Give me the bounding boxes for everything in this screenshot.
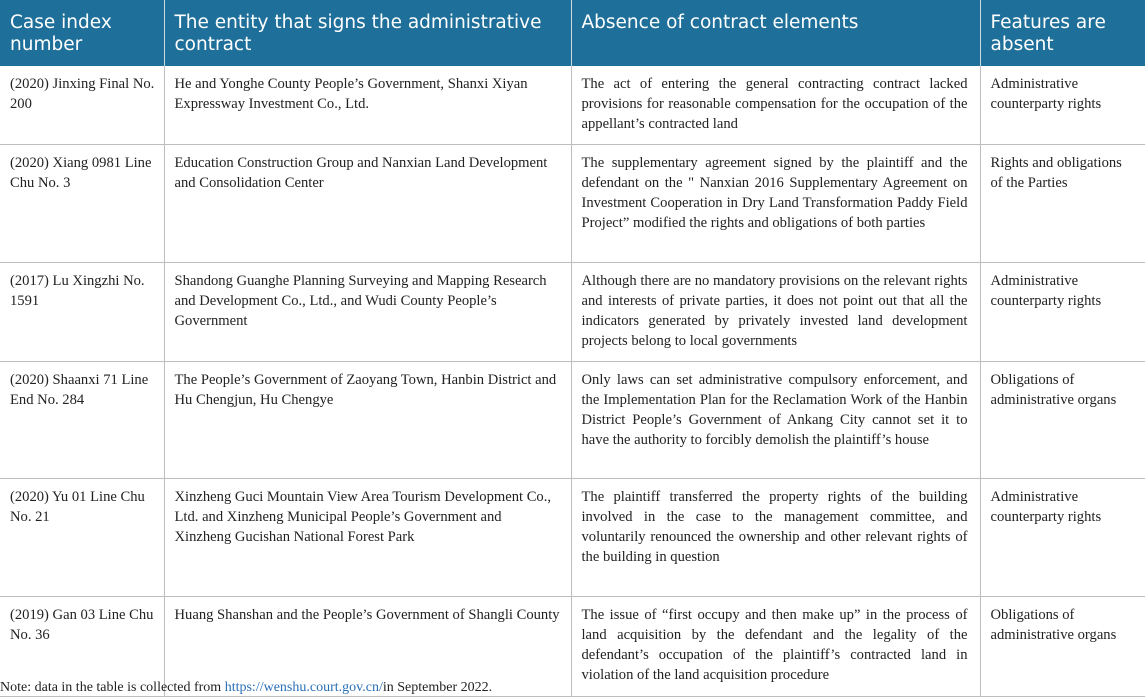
table-row <box>0 362 1145 479</box>
cell-absent-feature: Administrative counterparty rights <box>980 66 1145 145</box>
cell-absent-feature: Obligations of administrative organs <box>980 597 1145 697</box>
cell-absent-feature: Administrative counterparty rights <box>980 263 1145 362</box>
cell-signing-entity: Xinzheng Guci Mountain View Area Tourism Development Co., Ltd. and Xinzheng Municipal People’s Government and Xinzheng Gucishan National Forest Park <box>164 479 571 597</box>
header-signing-entity: The entity that signs the administrative contract <box>164 0 571 66</box>
cell-absent-elements: Only laws can set administrative compulsory enforcement, and the Implementation Plan for the Reclamation Work of the Hanbin District People’s Government of Ankang City cannot set it to have the authority to forcibly demolish the plaintiff’s house <box>571 362 980 479</box>
cell-case-index: (2019) Gan 03 Line Chu No. 36 <box>0 597 164 697</box>
table-row <box>0 145 1145 263</box>
source-link[interactable]: https://wenshu.court.gov.cn/ <box>224 680 383 695</box>
cell-absent-feature: Rights and obligations of the Parties <box>980 145 1145 263</box>
header-absent-features: Features are absent <box>980 0 1145 66</box>
cell-signing-entity: He and Yonghe County People’s Government, Shanxi Xiyan Expressway Investment Co., Ltd. <box>164 66 571 145</box>
note-prefix: Note: data in the table is collected from <box>0 680 225 695</box>
cell-case-index: (2020) Xiang 0981 Line Chu No. 3 <box>0 145 164 263</box>
cell-signing-entity: Shandong Guanghe Planning Surveying and Mapping Research and Development Co., Ltd., and Wudi County People’s Government <box>164 263 571 362</box>
cell-signing-entity: Huang Shanshan and the People’s Government of Shangli County <box>164 597 571 697</box>
cell-absent-elements: The act of entering the general contracting contract lacked provisions for reasonable compensation for the occupation of the appellant’s contracted land <box>571 66 980 145</box>
table-row <box>0 66 1145 145</box>
header-absent-elements: Absence of contract elements <box>571 0 980 66</box>
table-note <box>0 680 492 696</box>
cell-absent-elements: The issue of “first occupy and then make up” in the process of land acquisition by the defendant and the legality of the defendant’s occupation of the plaintiff’s contracted land in violation of the land acquisition procedure <box>571 597 980 697</box>
cell-absent-elements: The supplementary agreement signed by the plaintiff and the defendant on the " Nanxian 2016 Supplementary Agreement on Investment Cooperation in Dry Land Transformation Paddy Field Project” modified the rights and obligations of both parties <box>571 145 980 263</box>
cell-case-index: (2020) Shaanxi 71 Line End No. 284 <box>0 362 164 479</box>
cell-signing-entity: The People’s Government of Zaoyang Town, Hanbin District and Hu Chengjun, Hu Chengye <box>164 362 571 479</box>
cell-case-index: (2020) Jinxing Final No. 200 <box>0 66 164 145</box>
table-header-row <box>0 0 1145 66</box>
header-case-index: Case index number <box>0 0 164 66</box>
cell-case-index: (2020) Yu 01 Line Chu No. 21 <box>0 479 164 597</box>
table-row <box>0 263 1145 362</box>
cell-absent-elements: Although there are no mandatory provisions on the relevant rights and interests of private parties, it does not point out that all the indicators generated by privately invested land development projects belong to local governments <box>571 263 980 362</box>
note-suffix: in September 2022. <box>382 680 493 695</box>
cell-case-index: (2017) Lu Xingzhi No. 1591 <box>0 263 164 362</box>
table-row <box>0 479 1145 597</box>
cell-absent-feature: Administrative counterparty rights <box>980 479 1145 597</box>
cell-absent-elements: The plaintiff transferred the property rights of the building involved in the case to the management committee, and voluntarily renounced the ownership and other relevant rights of the building in question <box>571 479 980 597</box>
cell-absent-feature: Obligations of administrative organs <box>980 362 1145 479</box>
cell-signing-entity: Education Construction Group and Nanxian Land Development and Consolidation Center <box>164 145 571 263</box>
